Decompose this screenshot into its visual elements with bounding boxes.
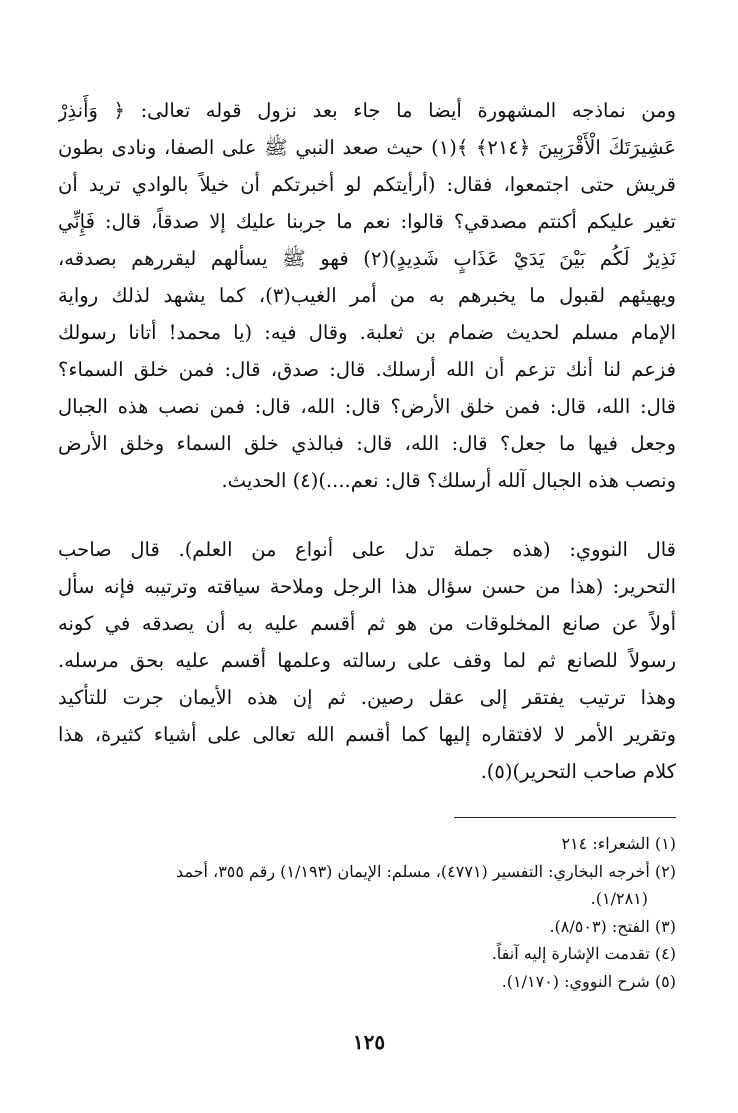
text-line: فزعم لنا أنك تزعم أن الله أرسلك. قال: صدق، قال: فمن خلق السماء؟ [58, 358, 676, 381]
footnote-2-continued: (١/٢٨١). [590, 889, 648, 908]
text-line: كلام صاحب التحرير)(٥). [480, 760, 676, 783]
text-line: رسولاً للصانع ثم لما وقف على رسالته وعلمها أقسم عليه بحق مرسله. [58, 649, 676, 672]
page-number: ١٢٥ [352, 1030, 386, 1054]
footnote-3: (٣) الفتح: (٨/٥٠٣). [549, 916, 676, 936]
footnote-2: (٢) أخرجه البخاري: التفسير (٤٧٧١)، مسلم: الإيمان (١/١٩٣) رقم ٣٥٥، أحمد [175, 861, 676, 881]
text-line: ومن نماذجه المشهورة أيضا ما جاء بعد نزول قوله تعالى: ﴿ وَأَنذِرْ [58, 99, 676, 122]
text-line: تغير عليكم أكنتم مصدقي؟ قالوا: نعم ما جربنا عليك إلا صدقاً، قال: فَإِنِّي [58, 210, 676, 233]
text-line: وتقرير الأمر لا لافتقاره إليها كما أقسم الله تعالى على أشياء كثيرة، هذا [58, 723, 676, 746]
footnote-1: (١) الشعراء: ٢١٤ [561, 834, 676, 853]
footnote-5: (٥) شرح النووي: (١/١٧٠). [501, 971, 676, 991]
text-line: قال النووي: (هذه جملة تدل على أنواع من العلم). قال صاحب [58, 538, 676, 561]
footnotes [56, 830, 676, 995]
text-line: وجعل فيها ما جعل؟ قال: الله، قال: فبالذي خلق السماء وخلق الأرض [58, 432, 676, 455]
text-line: ونصب هذه الجبال آلله أرسلك؟ قال: نعم....)(٤) الحديث. [221, 469, 676, 492]
nawawi-paragraph [58, 531, 676, 790]
footnote-4: (٤) تقدمت الإشارة إليه آنفاً. [491, 944, 676, 963]
main-paragraph [58, 92, 676, 499]
text-line: قال: الله، قال: فمن خلق الأرض؟ قال: الله، قال: فمن نصب هذه الجبال [58, 395, 676, 418]
text-line: ويهيئهم لقبول ما يخبرهم به من أمر الغيب(٣)، كما يشهد لذلك رواية [58, 284, 676, 307]
text-line: نَذِيرٌ لَكُم بَيْنَ يَدَيْ عَذَابٍ شَدِيدٍ)(٢) فهو ﷺ يسألهم ليقررهم بصدقه، [58, 247, 676, 270]
text-line: وهذا ترتيب يفتقر إلى عقل رصين. ثم إن هذه الأيمان جرت للتأكيد [58, 686, 676, 709]
footnote-divider [454, 817, 676, 818]
text-line: عَشِيرَتَكَ الْأَقْرَبِينَ ﴿٢١٤﴾ ﴾(١) حيث صعد النبي ﷺ على الصفا، ونادى بطون [58, 136, 676, 159]
text-line: أولاً عن صانع المخلوقات من هو ثم أقسم عليه به أن يصدقه في كونه [58, 612, 676, 635]
text-line: الإمام مسلم لحديث ضمام بن ثعلبة. وقال فيه: (يا محمد! أتانا رسولك [58, 321, 676, 344]
text-line: قريش حتى اجتمعوا، فقال: (أرأيتكم لو أخبرتكم أن خيلاً بالوادي تريد أن [58, 173, 676, 196]
text-line: التحرير: (هذا من حسن سؤال هذا الرجل وملاحة سياقته وترتيبه فإنه سأل [58, 575, 676, 598]
